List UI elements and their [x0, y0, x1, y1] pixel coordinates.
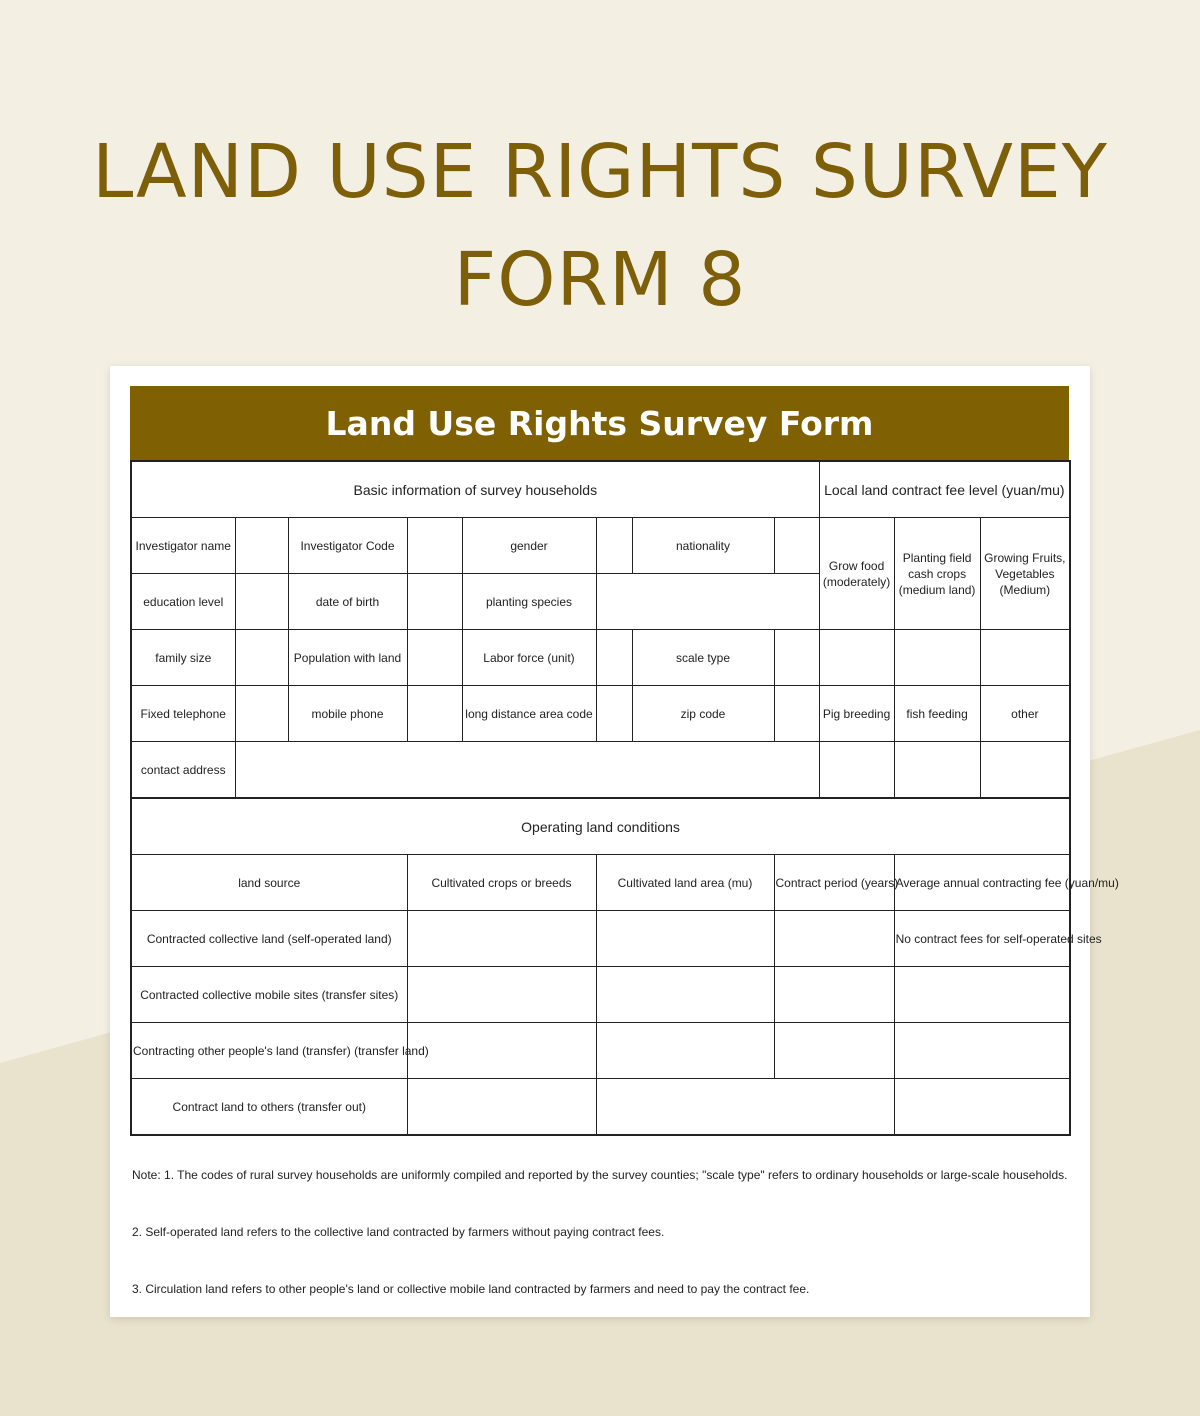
row-self-operated-period[interactable] — [774, 911, 894, 967]
row-transfer-in-label: Contracting other people's land (transfer) (transfer land) — [131, 1023, 407, 1079]
date-of-birth-value[interactable] — [407, 574, 462, 630]
row-self-operated-label: Contracted collective land (self-operated land) — [131, 911, 407, 967]
survey-table — [130, 460, 1119, 1136]
fee-fruits-value[interactable] — [980, 630, 1070, 686]
row-self-operated-area[interactable] — [596, 911, 774, 967]
row-self-operated-crops[interactable] — [407, 911, 596, 967]
family-size-label: family size — [131, 630, 235, 686]
family-size-value[interactable] — [235, 630, 288, 686]
mobile-phone-value[interactable] — [407, 686, 462, 742]
page-title-line1: LAND USE RIGHTS SURVEY — [92, 129, 1108, 215]
table-row — [131, 855, 1070, 911]
long-distance-value[interactable] — [596, 686, 632, 742]
planting-species-label: planting species — [462, 574, 596, 630]
row-mobile-sites-period[interactable] — [774, 967, 894, 1023]
fee-fish-value[interactable] — [894, 742, 980, 799]
planting-species-value[interactable] — [596, 574, 819, 630]
col-area: Cultivated land area (mu) — [596, 855, 774, 911]
col-period: Contract period (years) — [774, 855, 894, 911]
page-title-line2: FORM 8 — [453, 237, 747, 323]
row-transfer-out-crops[interactable] — [407, 1079, 596, 1136]
table-row — [131, 630, 1070, 686]
table-row — [131, 1079, 1070, 1136]
contact-address-value[interactable] — [235, 742, 819, 799]
education-level-value[interactable] — [235, 574, 288, 630]
population-with-land-label: Population with land — [288, 630, 407, 686]
fee-level-header: Local land contract fee level (yuan/mu) — [819, 461, 1070, 518]
basic-info-header: Basic information of survey households — [131, 461, 819, 518]
nationality-value[interactable] — [774, 518, 819, 574]
fee-fruits-label: Growing Fruits, Vegetables (Medium) — [980, 518, 1070, 630]
population-with-land-value[interactable] — [407, 630, 462, 686]
gender-value[interactable] — [596, 518, 632, 574]
investigator-name-value[interactable] — [235, 518, 288, 574]
contact-address-label: contact address — [131, 742, 235, 799]
table-row — [131, 798, 1070, 855]
page-title — [0, 118, 1200, 334]
table-row — [131, 911, 1070, 967]
col-fee: Average annual contracting fee (yuan/mu) — [894, 855, 1070, 911]
row-mobile-sites-area[interactable] — [596, 967, 774, 1023]
table-row — [131, 686, 1070, 742]
mobile-phone-label: mobile phone — [288, 686, 407, 742]
fee-pig-label: Pig breeding — [819, 686, 894, 742]
investigator-code-value[interactable] — [407, 518, 462, 574]
table-row — [131, 742, 1070, 799]
form-title-banner: Land Use Rights Survey Form — [130, 386, 1069, 460]
scale-type-label: scale type — [632, 630, 774, 686]
col-land-source: land source — [131, 855, 407, 911]
row-transfer-out-area-period[interactable] — [596, 1079, 894, 1136]
row-transfer-in-crops[interactable] — [407, 1023, 596, 1079]
table-row — [131, 967, 1070, 1023]
fixed-telephone-value[interactable] — [235, 686, 288, 742]
fee-fish-label: fish feeding — [894, 686, 980, 742]
col-crops: Cultivated crops or breeds — [407, 855, 596, 911]
investigator-code-label: Investigator Code — [288, 518, 407, 574]
row-transfer-out-fee[interactable] — [894, 1079, 1070, 1136]
education-level-label: education level — [131, 574, 235, 630]
fee-grow-food-value[interactable] — [819, 630, 894, 686]
row-mobile-sites-crops[interactable] — [407, 967, 596, 1023]
table-row — [131, 518, 1070, 574]
investigator-name-label: Investigator name — [131, 518, 235, 574]
gender-label: gender — [462, 518, 596, 574]
fee-other-value[interactable] — [980, 742, 1070, 799]
note-1: Note: 1. The codes of rural survey households are uniformly compiled and reported by the survey counties; "scale type" refers to ordinary households or large-scale households. — [132, 1168, 1068, 1182]
labor-force-label: Labor force (unit) — [462, 630, 596, 686]
fee-pig-value[interactable] — [819, 742, 894, 799]
labor-force-value[interactable] — [596, 630, 632, 686]
row-mobile-sites-fee[interactable] — [894, 967, 1070, 1023]
row-transfer-out-label: Contract land to others (transfer out) — [131, 1079, 407, 1136]
operating-header: Operating land conditions — [131, 798, 1070, 855]
scale-type-value[interactable] — [774, 630, 819, 686]
table-row — [131, 461, 1070, 518]
zip-code-label: zip code — [632, 686, 774, 742]
table-row — [131, 1023, 1070, 1079]
row-transfer-in-area[interactable] — [596, 1023, 774, 1079]
date-of-birth-label: date of birth — [288, 574, 407, 630]
note-3: 3. Circulation land refers to other people's land or collective mobile land contracted by farmers and need to pay the contract fee. — [132, 1282, 810, 1296]
row-transfer-in-fee[interactable] — [894, 1023, 1070, 1079]
fee-other-label: other — [980, 686, 1070, 742]
note-2: 2. Self-operated land refers to the collective land contracted by farmers without paying contract fees. — [132, 1225, 665, 1239]
fee-planting-field-value[interactable] — [894, 630, 980, 686]
row-self-operated-fee: No contract fees for self-operated sites — [894, 911, 1070, 967]
zip-code-value[interactable] — [774, 686, 819, 742]
fee-grow-food-label: Grow food (moderately) — [819, 518, 894, 630]
long-distance-label: long distance area code — [462, 686, 596, 742]
notes — [132, 1166, 1072, 1337]
nationality-label: nationality — [632, 518, 774, 574]
form-sheet — [110, 366, 1119, 1317]
row-transfer-in-period[interactable] — [774, 1023, 894, 1079]
fixed-telephone-label: Fixed telephone — [131, 686, 235, 742]
row-mobile-sites-label: Contracted collective mobile sites (transfer sites) — [131, 967, 407, 1023]
fee-planting-field-label: Planting field cash crops (medium land) — [894, 518, 980, 630]
